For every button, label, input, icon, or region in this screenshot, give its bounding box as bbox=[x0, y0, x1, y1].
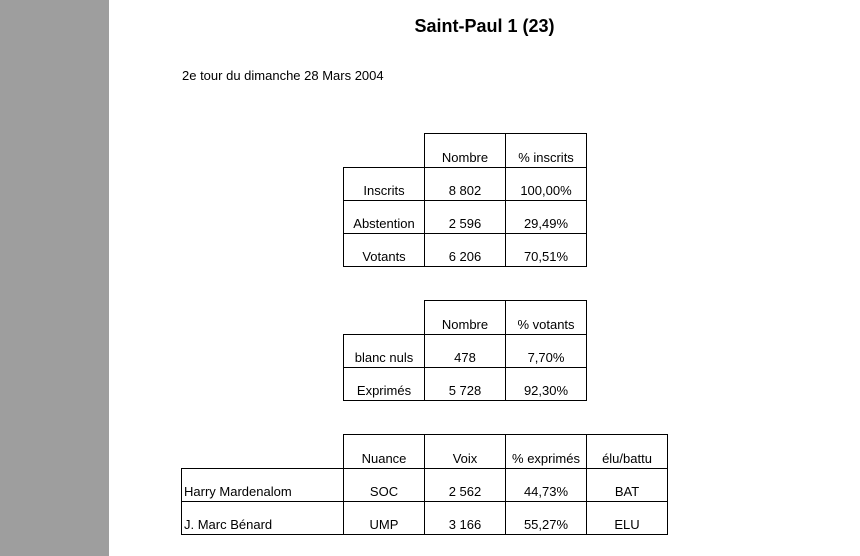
participation-table bbox=[343, 133, 587, 267]
column-header: % inscrits bbox=[506, 134, 587, 168]
cell-nombre: 8 802 bbox=[425, 168, 506, 201]
page-title: Saint-Paul 1 (23) bbox=[414, 16, 555, 36]
cell-nombre: 6 206 bbox=[425, 234, 506, 267]
cell-nuance: SOC bbox=[344, 469, 425, 502]
cell-percent: 44,73% bbox=[506, 469, 587, 502]
cell-nombre: 5 728 bbox=[425, 368, 506, 401]
cell-nuance: UMP bbox=[344, 502, 425, 535]
column-header: Nuance bbox=[344, 435, 425, 469]
results-table bbox=[181, 434, 668, 535]
cell-status: ELU bbox=[587, 502, 668, 535]
votes-table bbox=[343, 300, 587, 401]
cell-percent: 29,49% bbox=[506, 201, 587, 234]
row-label: Votants bbox=[344, 234, 425, 267]
table-row bbox=[182, 469, 668, 502]
column-header: Nombre bbox=[425, 301, 506, 335]
cell-percent: 70,51% bbox=[506, 234, 587, 267]
table-header-row bbox=[344, 301, 587, 335]
column-header: Voix bbox=[425, 435, 506, 469]
table-row bbox=[344, 168, 587, 201]
election-date-subtitle: 2e tour du dimanche 28 Mars 2004 bbox=[182, 68, 384, 83]
candidate-name: Harry Mardenalom bbox=[182, 469, 344, 502]
cell-status: BAT bbox=[587, 469, 668, 502]
cell-percent: 100,00% bbox=[506, 168, 587, 201]
row-label: Inscrits bbox=[344, 168, 425, 201]
table-row bbox=[344, 368, 587, 401]
column-header: % votants bbox=[506, 301, 587, 335]
table-row bbox=[344, 234, 587, 267]
row-label: Exprimés bbox=[344, 368, 425, 401]
table-header-row bbox=[182, 435, 668, 469]
table-row bbox=[344, 335, 587, 368]
cell-percent: 55,27% bbox=[506, 502, 587, 535]
cell-voix: 3 166 bbox=[425, 502, 506, 535]
cell-percent: 7,70% bbox=[506, 335, 587, 368]
candidate-name: J. Marc Bénard bbox=[182, 502, 344, 535]
row-label: Abstention bbox=[344, 201, 425, 234]
row-label: blanc nuls bbox=[344, 335, 425, 368]
column-header: élu/battu bbox=[587, 435, 668, 469]
table-row bbox=[344, 201, 587, 234]
cell-nombre: 478 bbox=[425, 335, 506, 368]
table-header-row bbox=[344, 134, 587, 168]
cell-percent: 92,30% bbox=[506, 368, 587, 401]
left-gray-margin bbox=[0, 0, 109, 556]
cell-nombre: 2 596 bbox=[425, 201, 506, 234]
cell-voix: 2 562 bbox=[425, 469, 506, 502]
column-header: Nombre bbox=[425, 134, 506, 168]
column-header: % exprimés bbox=[506, 435, 587, 469]
table-row bbox=[182, 502, 668, 535]
